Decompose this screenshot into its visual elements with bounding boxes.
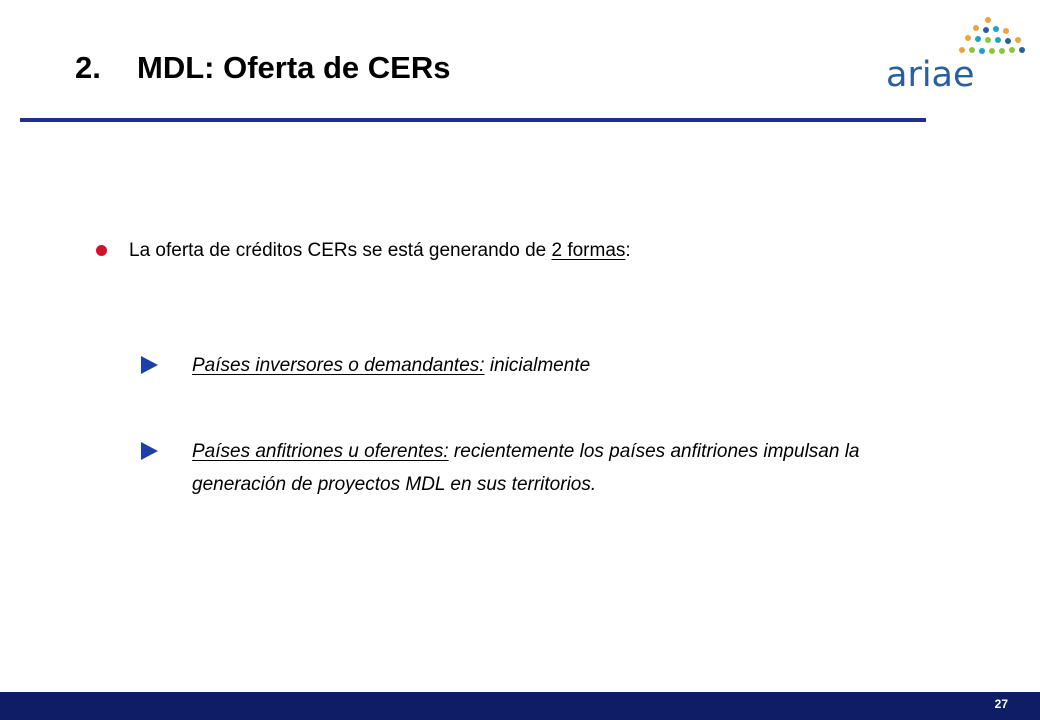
sub-bullet-2-rest: recientemente los países anfitriones impulsan la generación de proyectos MDL en sus territorios. (192, 441, 860, 495)
main-bullet-underlined: 2 formas (551, 240, 626, 261)
main-bullet-suffix: : (625, 240, 631, 261)
sub-bullet-1-rest: inicialmente (484, 355, 591, 376)
arrow-right-icon (141, 442, 158, 460)
main-bullet-prefix: La oferta de créditos CERs se está generando de (129, 240, 552, 261)
sub-bullet-2-underlined: Países anfitriones u oferentes: (192, 441, 449, 462)
logo-wordmark: ariae (886, 55, 975, 95)
arrow-right-icon (141, 356, 158, 374)
ariae-logo (882, 14, 1032, 104)
section-number: 2. (75, 50, 101, 85)
title-text: MDL: Oferta de CERs (137, 50, 451, 85)
sub-bullet-1-text (192, 349, 922, 382)
slide-title (75, 52, 450, 83)
sub-bullet-1-underlined: Países inversores o demandantes: (192, 355, 485, 376)
bullet-dot-icon (96, 245, 107, 256)
footer-bar (0, 692, 1040, 720)
page-number: 27 (994, 697, 1008, 711)
sub-bullet-2-text (192, 435, 922, 501)
title-divider (20, 118, 926, 122)
main-bullet-text (129, 240, 631, 262)
